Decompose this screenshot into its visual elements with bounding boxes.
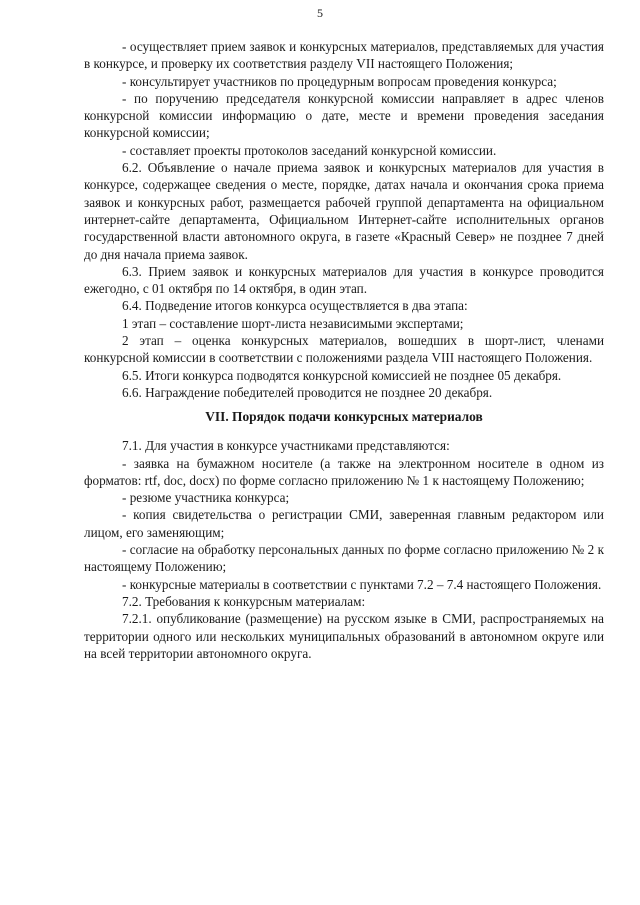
- paragraph-7-2-1: 7.2.1. опубликование (размещение) на русском языке в СМИ, распространяемых на территории одного или нескольких муниципальных образований в автономном округе или на всей территории автономного округа.: [84, 611, 604, 661]
- paragraph-bullet-consent: - согласие на обработку персональных данных по форме согласно приложению № 2 к настоящему Положению;: [84, 542, 604, 575]
- paragraph-bullet-materials: - конкурсные материалы в соответствии с пунктами 7.2 – 7.4 настоящего Положения.: [122, 576, 602, 592]
- paragraph-6-5: 6.5. Итоги конкурса подводятся конкурсной комиссией не позднее 05 декабря.: [122, 367, 562, 383]
- paragraph-7-2: 7.2. Требования к конкурсным материалам:: [122, 593, 366, 609]
- paragraph-stage-2: 2 этап – оценка конкурсных материалов, вошедших в шорт-лист, членами конкурсной комиссии в соответствии с положениями раздела VIII настоящего Положения.: [84, 333, 604, 366]
- document-body: [84, 38, 604, 662]
- paragraph-7-1: 7.1. Для участия в конкурсе участниками представляются:: [122, 438, 450, 454]
- paragraph-6-4: 6.4. Подведение итогов конкурса осуществляется в два этапа:: [122, 298, 468, 314]
- paragraph-6-3: 6.3. Прием заявок и конкурсных материалов для участия в конкурсе проводится ежегодно, с 01 октября по 14 октября, в один этап.: [84, 263, 604, 297]
- paragraph-6-2: 6.2. Объявление о начале приема заявок и конкурсных материалов для участия в конкурсе, содержащее сведения о месте, порядке, датах начала и окончания срока приема заявок и конкурсных работ, размещается рабочей группой департамента на официальном интернет-сайте департамента, Официальном Интернет-сайте исполнительных органов государственной власти автономного округа, в газете «Красный Север» не позднее 7 дней до дня начала приема заявок.: [84, 160, 604, 262]
- paragraph-stage-1: 1 этап – составление шорт-листа независимыми экспертами;: [122, 315, 464, 331]
- page-number: 5: [317, 6, 323, 20]
- paragraph-bullet-consult: - консультирует участников по процедурным вопросам проведения конкурса;: [122, 73, 557, 89]
- paragraph-bullet-protocols: - составляет проекты протоколов заседаний конкурсной комиссии.: [122, 142, 497, 158]
- paragraph-6-6: 6.6. Награждение победителей проводится не позднее 20 декабря.: [122, 384, 493, 400]
- section-heading: VII. Порядок подачи конкурсных материалов: [205, 409, 483, 425]
- paragraph-bullet-accept: - осуществляет прием заявок и конкурсных материалов, представляемых для участия в конкурсе, и проверку их соответствия разделу VII настоящего Положения;: [84, 39, 604, 72]
- paragraph-bullet-notify: - по поручению председателя конкурсной комиссии направляет в адрес членов конкурсной комиссии информацию о дате, месте и времени проведения заседания конкурсной комиссии;: [84, 90, 604, 141]
- paragraph-bullet-certificate: - копия свидетельства о регистрации СМИ, заверенная главным редактором или лицом, его заменяющим;: [84, 507, 604, 540]
- paragraph-bullet-resume: - резюме участника конкурса;: [122, 490, 290, 506]
- paragraph-bullet-application: - заявка на бумажном носителе (а также на электронном носителе в одном из форматов: rtf, doc, docx) по форме согласно приложению № 1 к настоящему Положению;: [84, 455, 604, 488]
